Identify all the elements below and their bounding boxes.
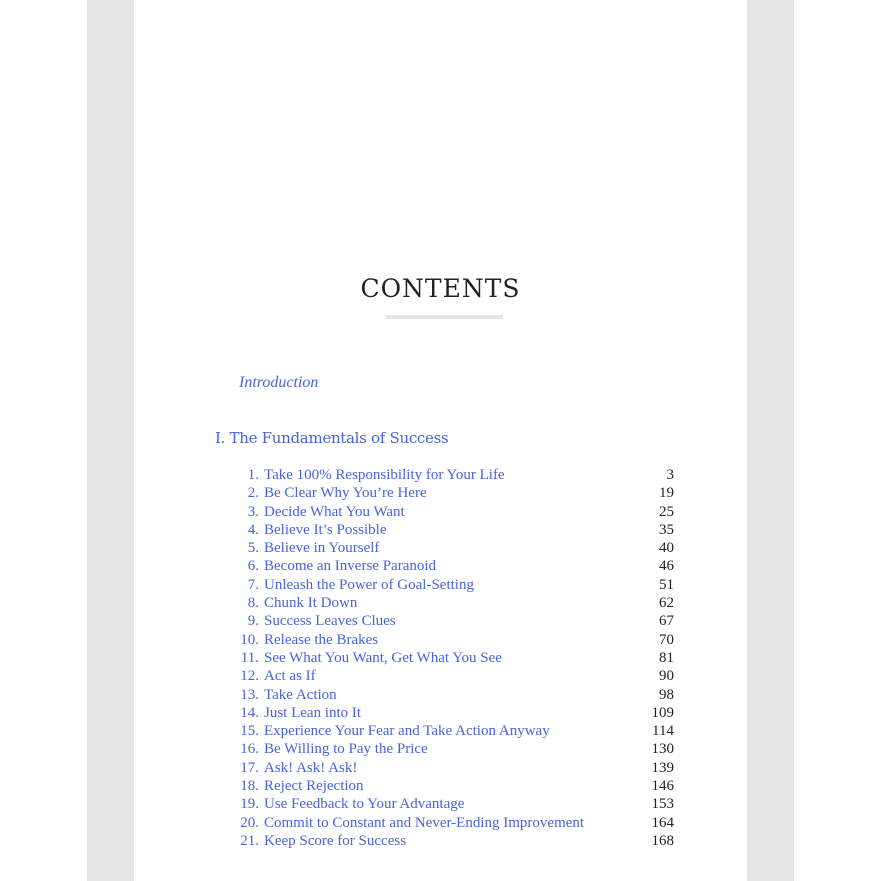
toc-chapter-link[interactable]: Decide What You Want	[264, 503, 405, 520]
toc-page-number: 114	[652, 723, 674, 740]
toc-page-number: 40	[659, 540, 674, 557]
contents-heading: CONTENTS	[360, 274, 521, 303]
toc-chapter-number: 20.	[240, 814, 259, 831]
toc-chapter-number: 19.	[240, 796, 259, 813]
toc-page-number: 25	[659, 503, 674, 520]
toc-chapter-number: 9.	[247, 613, 259, 630]
toc-chapter-number: 17.	[240, 759, 259, 776]
toc-chapter-row[interactable]	[134, 539, 747, 557]
toc-chapter-link[interactable]: Commit to Constant and Never-Ending Improvement	[264, 814, 585, 831]
toc-chapter-link[interactable]: Success Leaves Clues	[264, 613, 396, 630]
toc-chapter-number: 2.	[247, 485, 259, 502]
toc-chapter-number: 16.	[240, 741, 259, 758]
toc-chapter-row[interactable]	[134, 612, 747, 630]
toc-page-number: 164	[651, 814, 674, 831]
toc-chapter-link[interactable]: Keep Score for Success	[264, 832, 407, 849]
toc-chapter-link[interactable]: Reject Rejection	[264, 778, 364, 795]
toc-chapter-number: 6.	[247, 558, 259, 575]
toc-chapter-row[interactable]	[134, 704, 747, 722]
toc-chapter-row[interactable]	[134, 777, 747, 795]
toc-page-number: 139	[651, 759, 674, 776]
toc-chapter-link[interactable]: Believe in Yourself	[264, 540, 380, 557]
toc-page-number: 81	[659, 649, 674, 666]
toc-chapter-row[interactable]	[134, 576, 747, 594]
toc-chapter-number: 1.	[247, 467, 259, 483]
toc-page-number: 62	[659, 595, 674, 612]
toc-chapter-row[interactable]	[134, 594, 747, 612]
toc-chapter-row[interactable]	[134, 649, 747, 667]
toc-chapter-number: 12.	[240, 668, 259, 685]
toc-chapter-row[interactable]	[134, 557, 747, 575]
toc-chapter-number: 11.	[240, 649, 259, 666]
toc-chapter-row[interactable]	[134, 722, 747, 740]
toc-page-number: 153	[651, 796, 674, 813]
toc-chapter-link[interactable]: Believe It’s Possible	[264, 521, 387, 538]
toc-chapter-number: 7.	[247, 576, 259, 593]
toc-page-number: 98	[659, 686, 674, 703]
toc-chapter-number: 13.	[240, 686, 259, 703]
toc-chapter-row[interactable]	[134, 740, 747, 758]
toc-part-title[interactable]: I. The Fundamentals of Success	[215, 429, 449, 447]
toc-chapter-link[interactable]: Just Lean into It	[264, 704, 362, 721]
toc-chapter-row[interactable]	[134, 466, 747, 484]
toc-chapter-list	[134, 466, 747, 850]
toc-chapter-link[interactable]: Release the Brakes	[264, 631, 379, 648]
toc-page-number: 35	[659, 521, 674, 538]
toc-chapter-link[interactable]: Chunk It Down	[264, 595, 358, 612]
toc-chapter-row[interactable]	[134, 759, 747, 777]
toc-page-number: 19	[659, 485, 674, 502]
toc-chapter-number: 8.	[247, 595, 259, 612]
toc-chapter-number: 15.	[240, 723, 259, 740]
toc-chapter-link[interactable]: Be Willing to Pay the Price	[264, 741, 428, 758]
toc-chapter-link[interactable]: Take Action	[264, 686, 337, 703]
toc-chapter-link[interactable]: Take 100% Responsibility for Your Life	[264, 467, 505, 483]
toc-chapter-link[interactable]: See What You Want, Get What You See	[264, 649, 502, 666]
toc-chapter-number: 3.	[247, 503, 259, 520]
toc-chapter-row[interactable]	[134, 795, 747, 813]
toc-chapter-number: 4.	[247, 521, 259, 538]
toc-chapter-row[interactable]	[134, 631, 747, 649]
toc-chapter-row[interactable]	[134, 832, 747, 850]
toc-page-number: 51	[659, 576, 674, 593]
toc-page-number: 109	[651, 704, 674, 721]
toc-chapter-link[interactable]: Act as If	[264, 668, 316, 685]
toc-chapter-number: 21.	[240, 832, 259, 849]
toc-chapter-row[interactable]	[134, 686, 747, 704]
toc-chapter-link[interactable]: Use Feedback to Your Advantage	[264, 796, 465, 813]
toc-page-number: 3	[666, 467, 674, 483]
toc-page-number: 46	[659, 558, 674, 575]
toc-page-number: 130	[651, 741, 674, 758]
toc-page-number: 146	[651, 778, 674, 795]
book-page	[134, 0, 747, 881]
toc-chapter-row[interactable]	[134, 503, 747, 521]
toc-chapter-row[interactable]	[134, 521, 747, 539]
toc-chapter-link[interactable]: Be Clear Why You’re Here	[264, 485, 427, 502]
toc-chapter-number: 18.	[240, 778, 259, 795]
toc-page-number: 70	[659, 631, 674, 648]
toc-chapter-row[interactable]	[134, 484, 747, 502]
heading-divider	[386, 315, 503, 319]
toc-chapter-number: 5.	[247, 540, 259, 557]
toc-chapter-row[interactable]	[134, 814, 747, 832]
toc-chapter-link[interactable]: Ask! Ask! Ask!	[264, 759, 358, 776]
toc-chapter-link[interactable]: Become an Inverse Paranoid	[264, 558, 437, 575]
toc-page-number: 168	[651, 832, 674, 849]
toc-page-number: 67	[659, 613, 674, 630]
toc-chapter-link[interactable]: Experience Your Fear and Take Action Anyway	[264, 723, 550, 740]
toc-chapter-link[interactable]: Unleash the Power of Goal-Setting	[264, 576, 474, 593]
toc-link-introduction[interactable]: Introduction	[239, 374, 319, 391]
toc-chapter-row[interactable]	[134, 667, 747, 685]
toc-page-number: 90	[659, 668, 674, 685]
toc-chapter-number: 14.	[240, 704, 259, 721]
toc-chapter-number: 10.	[240, 631, 259, 648]
